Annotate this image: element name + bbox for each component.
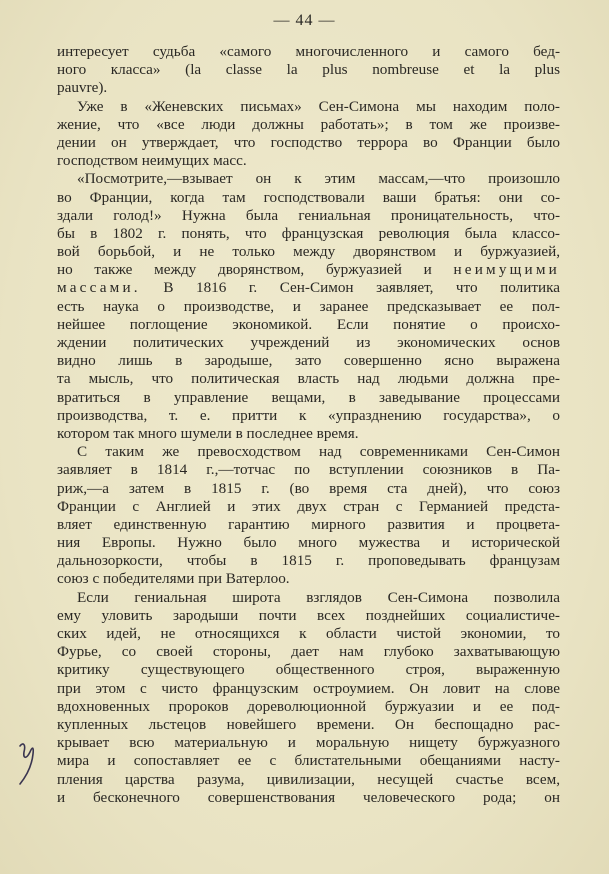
- text-line: [57, 370, 560, 388]
- line-text: при этом с чисто французским остроумием. Он ловит на слове: [57, 679, 560, 697]
- text-line: [57, 625, 560, 643]
- line-text: «Посмотрите,—взывает он к этим массам,—что произошло: [77, 170, 560, 188]
- text-line: [57, 443, 560, 461]
- text-line: [57, 170, 560, 188]
- line-text: ждении политических учреждений из экономических основ: [57, 334, 560, 351]
- text-line: [57, 480, 560, 498]
- text-line: [57, 752, 560, 770]
- line-text: господством неимущих масс.: [57, 152, 247, 170]
- line-text: ного класса» (la classe la plus nombreuse et la plus: [57, 61, 560, 79]
- text-line: [57, 680, 560, 698]
- line-text: вратиться в управление вещами, в заведывание процессами: [57, 388, 560, 406]
- line-text: есть наука о производстве, и заранее предсказывает ее пол-: [57, 297, 560, 315]
- text-line: [57, 552, 560, 570]
- text-line: [57, 461, 560, 479]
- line-text: Фурье, со своей стороны, дает нам глубоко захватывающую: [57, 643, 560, 661]
- line-text: критику существующего общественного строя, выраженную: [57, 661, 560, 679]
- handwritten-margin-mark: [14, 738, 44, 788]
- text-line: [57, 207, 560, 225]
- line-text: заявляет в 1814 г.,—тотчас по вступлении союзников в Па-: [57, 461, 560, 479]
- line-text: бы в 1802 г. понять, что французская революция была классо-: [57, 224, 560, 242]
- text-line: [57, 352, 560, 370]
- line-text: ему уловить зародыши почти всех позднейших социалистиче-: [57, 606, 560, 624]
- body-text: [57, 43, 560, 807]
- text-line: [57, 298, 560, 316]
- text-line: [57, 152, 560, 170]
- line-text: производства, т. е. притти к «упразднению государства», о: [57, 406, 560, 424]
- spaced-emphasis: неимущими: [453, 261, 560, 279]
- line-text: вляет единственную гарантию мирного развития и процвета-: [57, 515, 560, 533]
- line-text: дальнозоркости, чтобы в 1815 г. проповедывать французам: [57, 552, 560, 570]
- text-line: [57, 134, 560, 152]
- text-line: [57, 589, 560, 607]
- text-line: [57, 498, 560, 516]
- line-text: но также между дворянством, буржуазией и: [57, 261, 454, 279]
- text-line: [57, 716, 560, 734]
- line-text: союз с победителями при Ватерлоо.: [57, 570, 290, 588]
- text-line: [57, 279, 560, 297]
- text-line: [57, 243, 560, 261]
- line-text: котором так много шумели в последнее время.: [57, 424, 359, 442]
- line-text: Франции с Англией и этих двух стран с Германией предста-: [57, 497, 560, 515]
- line-text: риж,—а затем в 1815 г. (во время ста дней), что союз: [57, 479, 560, 497]
- text-line: [57, 771, 560, 789]
- text-line: [57, 698, 560, 716]
- text-line: [57, 570, 560, 588]
- text-line: [57, 189, 560, 207]
- text-line: [57, 316, 560, 334]
- text-line: [57, 643, 560, 661]
- text-line: [57, 516, 560, 534]
- line-text: пления царства разума, цивилизации, несущей счастье всем,: [57, 770, 560, 788]
- text-line: [57, 425, 560, 443]
- line-text: жение, что «все люди должны работать»; в том же произве-: [57, 115, 560, 133]
- text-line: [57, 79, 560, 97]
- line-text: Уже в «Женевских письмах» Сен-Симона мы находим поло-: [77, 97, 560, 115]
- text-line: [57, 116, 560, 134]
- spaced-emphasis: массами.: [57, 279, 141, 297]
- line-text: вой борьбой, и не только между дворянством и буржуазией,: [57, 243, 560, 261]
- line-text: мира и сопоставляет ее с блистательными обещаниями насту-: [57, 752, 560, 770]
- line-text: крывает всю материальную и моральную нищету буржуазного: [57, 734, 560, 752]
- text-line: [57, 661, 560, 679]
- text-line: [57, 407, 560, 425]
- line-text: В 1816 г. Сен-Симон заявляет, что политика: [140, 279, 560, 297]
- line-text: нейшее поглощение экономикой. Если понятие о происхо-: [57, 315, 560, 333]
- line-text: ских идей, не относящихся к области чистой экономии, то: [57, 625, 560, 642]
- text-line: [57, 607, 560, 625]
- line-text: ния Европы. Нужно было много мужества и исторической: [57, 534, 560, 552]
- line-text: дении он утверждает, что господство террора во Франции было: [57, 133, 560, 151]
- text-line: [57, 334, 560, 352]
- line-text: pauvre).: [57, 79, 108, 97]
- text-line: [57, 389, 560, 407]
- text-line: [57, 789, 560, 807]
- page-number: — 44 —: [273, 12, 336, 29]
- line-text: во Франции, когда там господствовали ваши братья: они со-: [57, 188, 560, 206]
- line-text: и бесконечного совершенствования человеческого рода; он: [57, 788, 560, 806]
- line-text: С таким же превосходством над современниками Сен-Симон: [77, 443, 560, 461]
- text-line: [57, 534, 560, 552]
- text-line: [57, 261, 560, 279]
- line-text: вдохновенных пророков дореволюционной буржуазии и ее под-: [57, 697, 560, 715]
- text-line: [57, 98, 560, 116]
- line-text: та мысль, что политическая власть над людьми должна пре-: [57, 370, 560, 388]
- text-line: [57, 225, 560, 243]
- line-text: купленных льстецов новейшего времени. Он беспощадно рас-: [57, 715, 560, 733]
- line-text: видно лишь в зародыше, зато совершенно ясно выражена: [57, 352, 560, 370]
- line-text: интересует судьба «самого многочисленного и самого бед-: [57, 43, 560, 60]
- text-line: [57, 43, 560, 61]
- line-text: Если гениальная широта взглядов Сен-Симона позволила: [77, 588, 560, 606]
- text-line: [57, 734, 560, 752]
- text-line: [57, 61, 560, 79]
- line-text: здали голод!» Нужна была гениальная проницательность, что-: [57, 206, 560, 224]
